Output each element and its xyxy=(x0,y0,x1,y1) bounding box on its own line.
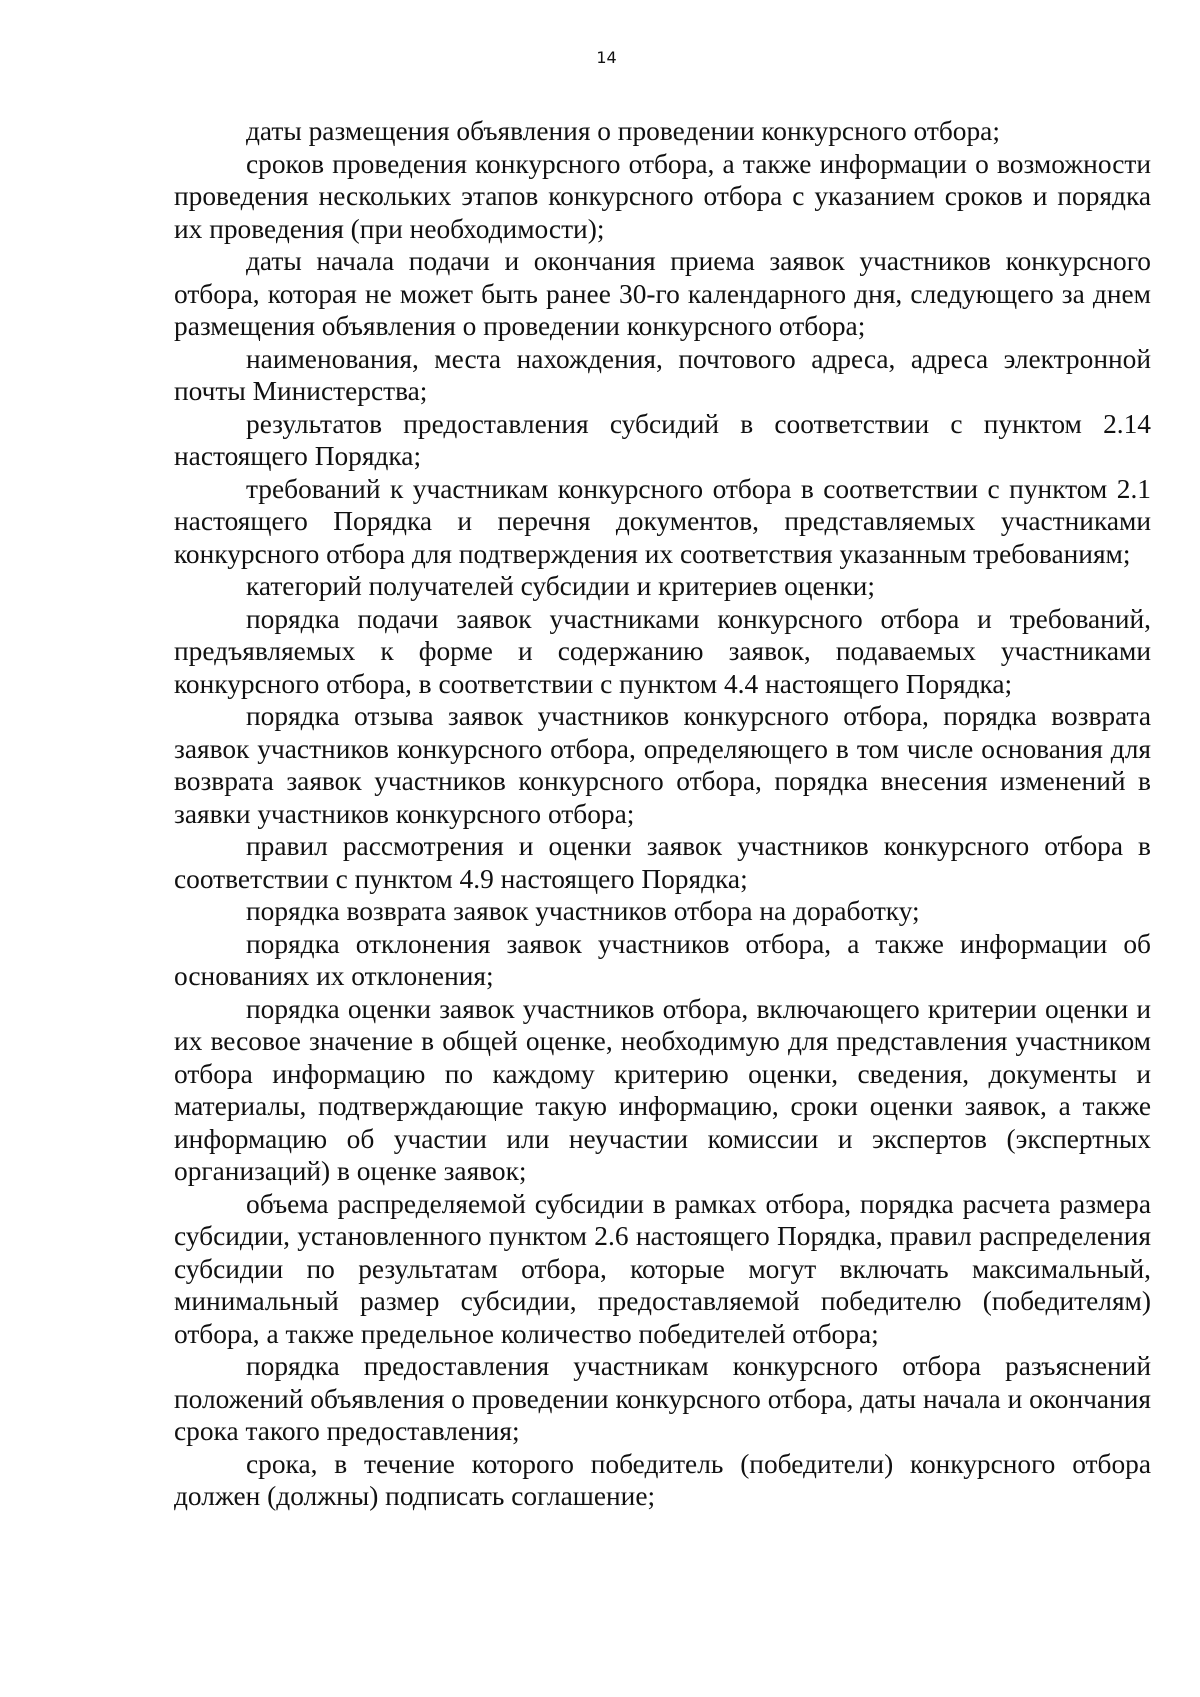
paragraph: объема распределяемой субсидии в рамках отбора, порядка расчета размера субсидии, установленного пунктом 2.6 настоящего Порядка, правил распределения субсидии по результатам отбора, которые могут включать максимальный, минимальный размер субсидии, предоставляемой победителю (победителям) отбора, а также предельное количество победителей отбора; xyxy=(174,1188,1151,1349)
paragraph: даты размещения объявления о проведении конкурсного отбора; xyxy=(246,116,1000,146)
paragraph: срока, в течение которого победитель (победители) конкурсного отбора должен (должны) подписать соглашение; xyxy=(174,1448,1151,1511)
paragraph: требований к участникам конкурсного отбора в соответствии с пунктом 2.1 настоящего Порядка и перечня документов, представляемых участниками конкурсного отбора для подтверждения их соответствия указанным требованиям; xyxy=(174,473,1151,569)
paragraph: правил рассмотрения и оценки заявок участников конкурсного отбора в соответствии с пунктом 4.9 настоящего Порядка; xyxy=(174,831,1151,894)
page-number: 14 xyxy=(596,48,617,67)
paragraph: порядка отзыва заявок участников конкурсного отбора, порядка возврата заявок участников конкурсного отбора, определяющего в том числе основания для возврата заявок участников конкурсного отбора, порядка внесения изменений в заявки участников конкурсного отбора; xyxy=(174,701,1151,829)
paragraph: даты начала подачи и окончания приема заявок участников конкурсного отбора, которая не может быть ранее 30-го календарного дня, следующего за днем размещения объявления о проведении конкурсного отбора; xyxy=(174,246,1151,341)
paragraph: категорий получателей субсидии и критериев оценки; xyxy=(246,571,875,601)
paragraph: порядка предоставления участникам конкурсного отбора разъяснений положений объявления о проведении конкурсного отбора, даты начала и окончания срока такого предоставления; xyxy=(174,1351,1151,1446)
paragraph: наименования, места нахождения, почтового адреса, адреса электронной почты Министерства; xyxy=(174,343,1151,406)
paragraph: сроков проведения конкурсного отбора, а также информации о возможности проведения нескольких этапов конкурсного отбора с указанием сроков и порядка их проведения (при необходимости); xyxy=(174,148,1151,244)
paragraph: порядка оценки заявок участников отбора, включающего критерии оценки и их весовое значение в общей оценке, необходимую для представления участником отбора информацию по каждому критерию оценки, сведения, документы и материалы, подтверждающие такую информацию, сроки оценки заявок, а также информацию об участии или неучастии комиссии и экспертов (экспертных организаций) в оценке заявок; xyxy=(174,993,1151,1186)
paragraph: результатов предоставления субсидий в соответствии с пунктом 2.14 настоящего Порядка; xyxy=(174,408,1151,471)
paragraph: порядка возврата заявок участников отбора на доработку; xyxy=(246,896,920,926)
document-body xyxy=(174,115,1151,1513)
paragraph: порядка подачи заявок участниками конкурсного отбора и требований, предъявляемых к форме и содержанию заявок, подаваемых участниками конкурсного отбора, в соответствии с пунктом 4.4 настоящего Порядка; xyxy=(174,603,1151,699)
paragraph: порядка отклонения заявок участников отбора, а также информации об основаниях их отклонения; xyxy=(174,928,1151,991)
